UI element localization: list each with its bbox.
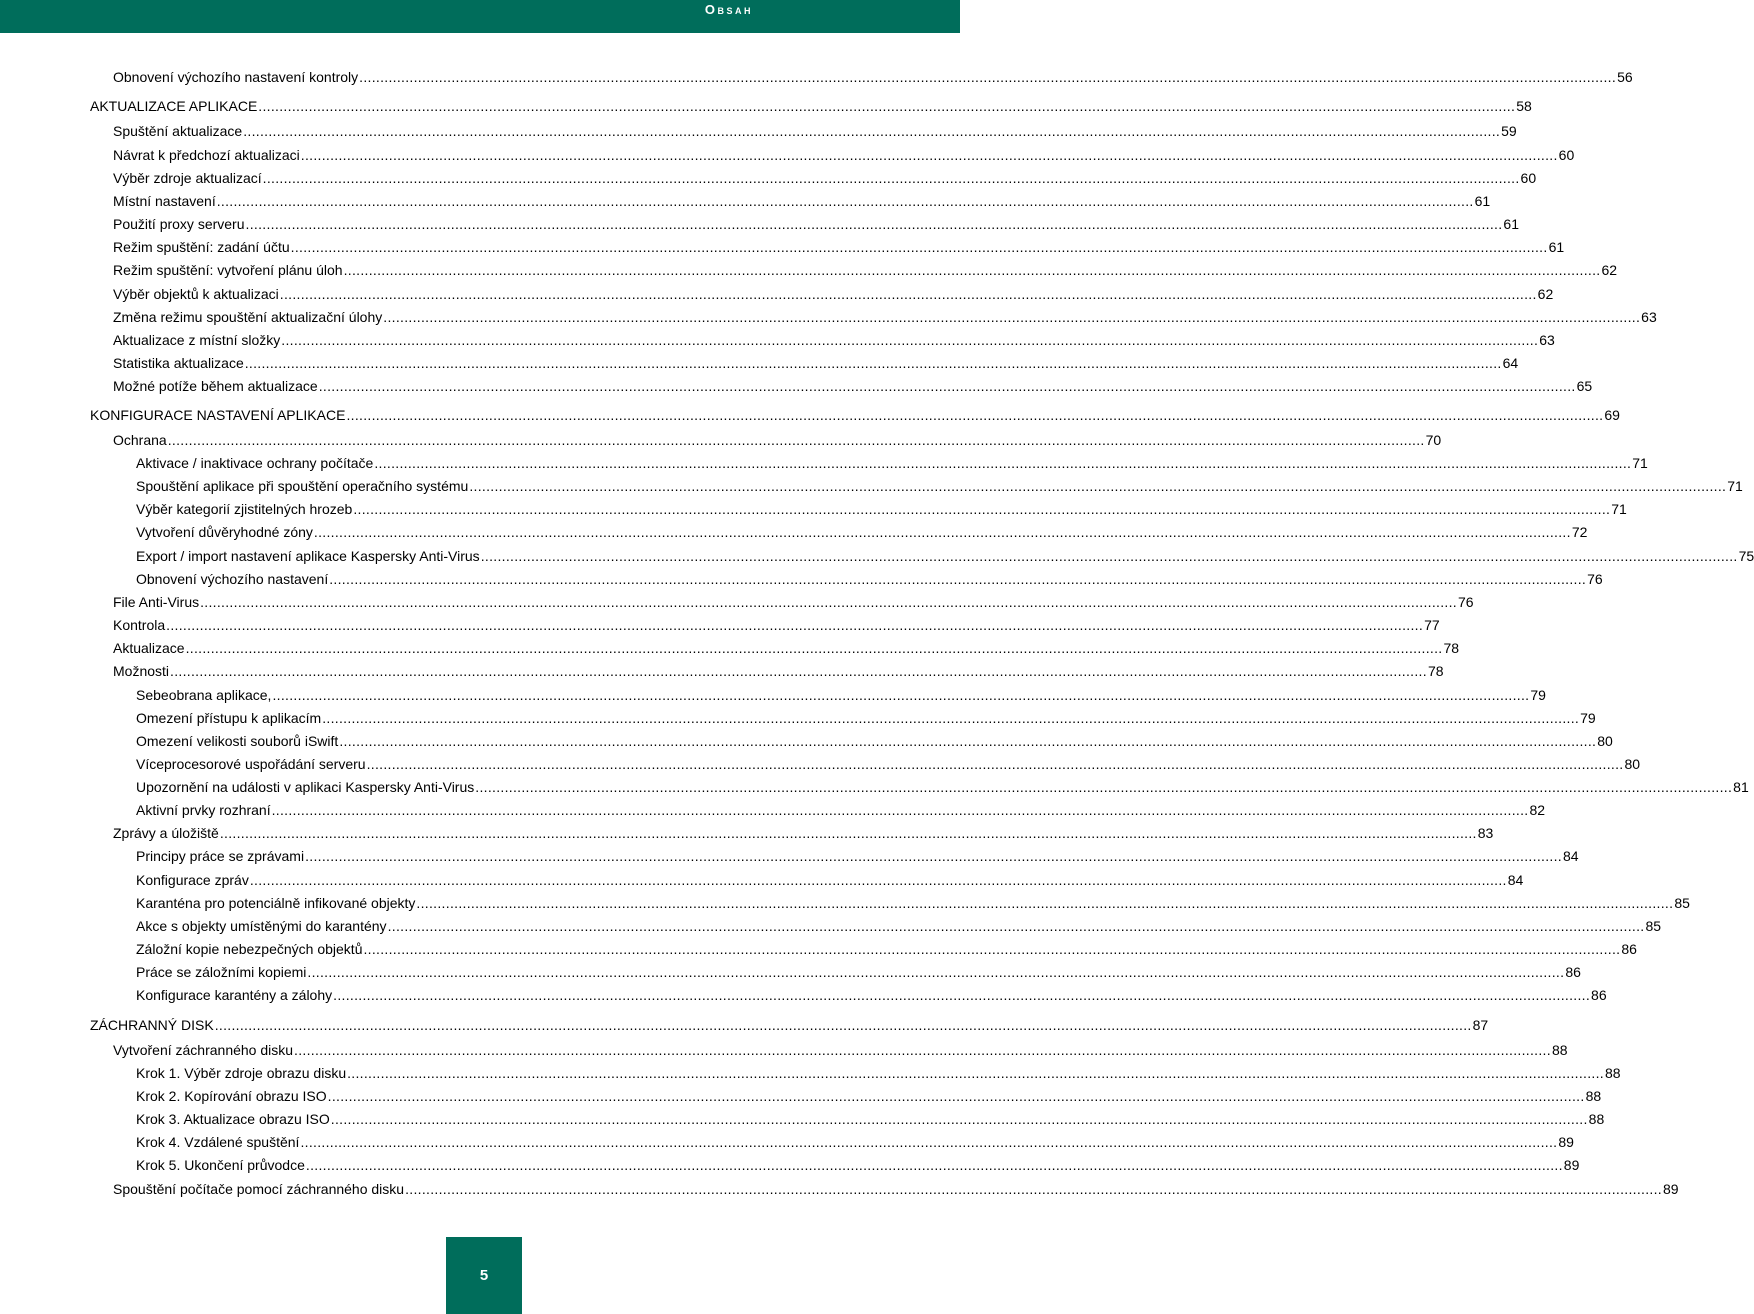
- toc-entry[interactable]: [136, 708, 1596, 728]
- toc-entry-page: 63: [1641, 309, 1657, 325]
- toc-entry-title: Krok 1. Výběr zdroje obrazu disku: [136, 1065, 347, 1081]
- toc-entry-title: Aktivace / inaktivace ochrany počítače: [136, 455, 374, 471]
- toc-entry-page: 89: [1662, 1181, 1679, 1197]
- toc-entry[interactable]: [113, 638, 1460, 658]
- page-number: 5: [479, 1267, 489, 1284]
- toc-entry-page: 65: [1576, 378, 1593, 394]
- toc-entry[interactable]: [136, 777, 1749, 797]
- toc-entry[interactable]: [136, 731, 1613, 751]
- toc-leader-dots: ............................................................................................................................................................................................................................................................................................................: [307, 964, 1565, 980]
- toc-entry[interactable]: [113, 168, 1537, 188]
- toc-leader-dots: ............................................................................................................................................................................................................................................................................................................: [329, 571, 1587, 587]
- toc-leader-dots: ............................................................................................................................................................................................................................................................................................................: [258, 98, 1516, 114]
- toc-leader-dots: ............................................................................................................................................................................................................................................................................................................: [281, 332, 1539, 348]
- toc-entry-title: Vytvoření záchranného disku: [113, 1042, 294, 1058]
- toc-leader-dots: ............................................................................................................................................................................................................................................................................................................: [243, 123, 1501, 139]
- toc-leader-dots: ............................................................................................................................................................................................................................................................................................................: [327, 1088, 1585, 1104]
- toc-entry-title: Krok 3. Aktualizace obrazu ISO: [136, 1111, 330, 1127]
- toc-entry-title: Statistika aktualizace: [113, 355, 244, 371]
- toc-entry-title: Konfigurace zpráv: [136, 872, 249, 888]
- toc-entry-title: Konfigurace karantény a zálohy: [136, 987, 333, 1003]
- toc-leader-dots: ............................................................................................................................................................................................................................................................................................................: [339, 733, 1597, 749]
- toc-entry-page: 62: [1601, 262, 1618, 278]
- toc-entry[interactable]: [136, 546, 1754, 566]
- toc-entry[interactable]: [136, 893, 1690, 913]
- toc-entry-page: 84: [1562, 848, 1579, 864]
- toc-entry[interactable]: [136, 453, 1648, 473]
- toc-entry-title: Práce se záložními kopiemi: [136, 964, 307, 980]
- toc-leader-dots: ............................................................................................................................................................................................................................................................................................................: [346, 407, 1604, 423]
- toc-entry-page: 88: [1551, 1042, 1568, 1058]
- toc-leader-dots: ............................................................................................................................................................................................................................................................................................................: [374, 455, 1632, 471]
- toc-entry-title: Aktualizace: [113, 640, 185, 656]
- toc-entry[interactable]: [90, 96, 1532, 116]
- toc-entry-page: 63: [1539, 332, 1555, 348]
- toc-leader-dots: ............................................................................................................................................................................................................................................................................................................: [244, 355, 1502, 371]
- toc-leader-dots: ............................................................................................................................................................................................................................................................................................................: [322, 710, 1580, 726]
- toc-entry-title: Spouštění počítače pomocí záchranného disku: [113, 1181, 405, 1197]
- toc-entry-title: ZÁCHRANNÝ DISK: [90, 1017, 214, 1033]
- toc-entry-title: Omezení přístupu k aplikacím: [136, 710, 322, 726]
- toc-entry-title: Obnovení výchozího nastavení: [136, 571, 329, 587]
- toc-leader-dots: ............................................................................................................................................................................................................................................................................................................: [366, 756, 1624, 772]
- toc-entry-title: Krok 4. Vzdálené spuštění: [136, 1134, 300, 1150]
- toc-entry[interactable]: [113, 615, 1440, 635]
- toc-entry-page: 81: [1733, 779, 1749, 795]
- toc-entry-page: 79: [1580, 710, 1596, 726]
- toc-entry[interactable]: [136, 685, 1546, 705]
- toc-entry[interactable]: [113, 330, 1555, 350]
- toc-entry-page: 88: [1585, 1088, 1602, 1104]
- toc-entry[interactable]: [113, 307, 1657, 327]
- toc-entry[interactable]: [136, 846, 1579, 866]
- toc-entry-title: Výběr objektů k aktualizaci: [113, 286, 279, 302]
- toc-leader-dots: ............................................................................................................................................................................................................................................................................................................: [469, 478, 1727, 494]
- toc-entry[interactable]: [113, 214, 1519, 234]
- toc-entry-page: 88: [1605, 1065, 1621, 1081]
- toc-entry[interactable]: [136, 499, 1627, 519]
- toc-entry-page: 59: [1501, 123, 1517, 139]
- toc-leader-dots: ............................................................................................................................................................................................................................................................................................................: [383, 309, 1641, 325]
- toc-entry-page: 70: [1425, 432, 1442, 448]
- toc-entry-title: Spouštění aplikace při spouštění operačního systému: [136, 478, 469, 494]
- toc-entry-page: 86: [1591, 987, 1607, 1003]
- toc-entry-page: 61: [1503, 216, 1519, 232]
- toc-entry-page: 60: [1558, 147, 1575, 163]
- toc-entry[interactable]: [113, 1040, 1568, 1060]
- toc-entry-title: Použití proxy serveru: [113, 216, 245, 232]
- toc-entry-page: 71: [1632, 455, 1648, 471]
- toc-entry-page: 76: [1458, 594, 1474, 610]
- toc-entry-title: Omezení velikosti souborů iSwift: [136, 733, 339, 749]
- toc-leader-dots: ............................................................................................................................................................................................................................................................................................................: [216, 193, 1474, 209]
- toc-entry-page: 88: [1588, 1111, 1605, 1127]
- toc-entry[interactable]: [136, 1109, 1605, 1129]
- toc-entry-title: Místní nastavení: [113, 193, 216, 209]
- toc-entry[interactable]: [113, 67, 1633, 87]
- toc-entry[interactable]: [113, 260, 1618, 280]
- toc-entry-title: Krok 2. Kopírování obrazu ISO: [136, 1088, 327, 1104]
- toc-entry-page: 75: [1738, 548, 1754, 564]
- toc-entry-page: 60: [1520, 170, 1537, 186]
- toc-entry-title: Export / import nastavení aplikace Kaspersky Anti-Virus: [136, 548, 480, 564]
- toc-entry-title: Kontrola: [113, 617, 166, 633]
- toc-entry-title: Režim spuštění: vytvoření plánu úloh: [113, 262, 343, 278]
- toc-entry[interactable]: [136, 939, 1637, 959]
- toc-entry-title: Možnosti: [113, 663, 170, 679]
- toc-entry-page: 84: [1507, 872, 1524, 888]
- toc-entry-title: Obnovení výchozího nastavení kontroly: [113, 69, 359, 85]
- toc-entry-title: AKTUALIZACE APLIKACE: [90, 98, 258, 114]
- toc-entry[interactable]: [136, 916, 1662, 936]
- toc-entry[interactable]: [136, 1155, 1580, 1175]
- toc-entry-page: 89: [1563, 1157, 1580, 1173]
- toc-entry-page: 71: [1727, 478, 1743, 494]
- toc-entry-page: 61: [1548, 239, 1565, 255]
- toc-entry-title: Záložní kopie nebezpečných objektů: [136, 941, 363, 957]
- toc-entry-title: Krok 5. Ukončení průvodce: [136, 1157, 305, 1173]
- toc-leader-dots: ............................................................................................................................................................................................................................................................................................................: [359, 69, 1617, 85]
- toc-entry[interactable]: [113, 284, 1554, 304]
- toc-leader-dots: ............................................................................................................................................................................................................................................................................................................: [245, 216, 1503, 232]
- toc-entry[interactable]: [136, 1132, 1574, 1152]
- toc-entry-page: 72: [1571, 524, 1588, 540]
- toc-entry[interactable]: [113, 353, 1519, 373]
- toc-entry[interactable]: [136, 962, 1581, 982]
- toc-leader-dots: ............................................................................................................................................................................................................................................................................................................: [330, 1111, 1588, 1127]
- toc-leader-dots: ............................................................................................................................................................................................................................................................................................................: [272, 687, 1530, 703]
- toc-leader-dots: ............................................................................................................................................................................................................................................................................................................: [249, 872, 1507, 888]
- toc-leader-dots: ............................................................................................................................................................................................................................................................................................................: [200, 594, 1458, 610]
- toc-entry-page: 80: [1624, 756, 1641, 772]
- toc-entry-page: 82: [1529, 802, 1546, 818]
- toc-leader-dots: ............................................................................................................................................................................................................................................................................................................: [333, 987, 1591, 1003]
- toc-entry-page: 85: [1645, 918, 1662, 934]
- toc-leader-dots: ............................................................................................................................................................................................................................................................................................................: [318, 378, 1576, 394]
- toc-entry[interactable]: [113, 823, 1494, 843]
- toc-entry-page: 86: [1621, 941, 1637, 957]
- toc-entry[interactable]: [136, 1086, 1602, 1106]
- toc-entry-page: 86: [1565, 964, 1581, 980]
- toc-entry-title: Ochrana: [113, 432, 167, 448]
- toc-leader-dots: ............................................................................................................................................................................................................................................................................................................: [294, 1042, 1551, 1058]
- toc-leader-dots: ............................................................................................................................................................................................................................................................................................................: [170, 663, 1427, 679]
- toc-entry-title: Karanténa pro potenciálně infikované objekty: [136, 895, 416, 911]
- toc-leader-dots: ............................................................................................................................................................................................................................................................................................................: [387, 918, 1645, 934]
- toc-entry-page: 58: [1516, 98, 1532, 114]
- toc-entry[interactable]: [113, 145, 1575, 165]
- toc-entry[interactable]: [136, 476, 1743, 496]
- toc-leader-dots: ............................................................................................................................................................................................................................................................................................................: [480, 548, 1738, 564]
- toc-entry[interactable]: [113, 191, 1491, 211]
- toc-entry-page: 69: [1604, 407, 1620, 423]
- toc-entry-title: Akce s objekty umístěnými do karantény: [136, 918, 387, 934]
- toc-entry-page: 76: [1587, 571, 1603, 587]
- toc-entry-page: 61: [1474, 193, 1491, 209]
- toc-entry-page: 71: [1611, 501, 1627, 517]
- toc-leader-dots: ............................................................................................................................................................................................................................................................................................................: [353, 501, 1611, 517]
- toc-entry-title: Možné potíže během aktualizace: [113, 378, 318, 394]
- toc-entry[interactable]: [136, 522, 1588, 542]
- toc-entry-title: File Anti-Virus: [113, 594, 200, 610]
- toc-leader-dots: ............................................................................................................................................................................................................................................................................................................: [475, 779, 1733, 795]
- toc-entry-page: 89: [1558, 1134, 1574, 1150]
- toc-leader-dots: ............................................................................................................................................................................................................................................................................................................: [167, 432, 1425, 448]
- toc-entry-page: 80: [1597, 733, 1613, 749]
- toc-leader-dots: ............................................................................................................................................................................................................................................................................................................: [300, 1134, 1558, 1150]
- toc-entry[interactable]: [113, 430, 1442, 450]
- toc-entry[interactable]: [90, 405, 1620, 425]
- toc-leader-dots: ............................................................................................................................................................................................................................................................................................................: [305, 1157, 1563, 1173]
- toc-entry-page: 78: [1427, 663, 1444, 679]
- toc-entry[interactable]: [136, 985, 1607, 1005]
- toc-entry-page: 56: [1617, 69, 1633, 85]
- toc-entry-title: Návrat k předchozí aktualizaci: [113, 147, 300, 163]
- toc-entry[interactable]: [136, 800, 1546, 820]
- toc-entry[interactable]: [136, 569, 1603, 589]
- toc-leader-dots: ............................................................................................................................................................................................................................................................................................................: [290, 239, 1548, 255]
- toc-leader-dots: ............................................................................................................................................................................................................................................................................................................: [300, 147, 1558, 163]
- toc-entry[interactable]: [113, 121, 1517, 141]
- toc-leader-dots: ............................................................................................................................................................................................................................................................................................................: [305, 848, 1562, 864]
- toc-entry-title: Režim spuštění: zadání účtu: [113, 239, 290, 255]
- toc-entry[interactable]: [136, 1063, 1621, 1083]
- toc-entry[interactable]: [113, 592, 1474, 612]
- toc-entry-page: 62: [1537, 286, 1554, 302]
- toc-leader-dots: ............................................................................................................................................................................................................................................................................................................: [363, 941, 1621, 957]
- page-number-box: [446, 1237, 522, 1314]
- toc-entry-title: Aktivní prvky rozhraní: [136, 802, 271, 818]
- toc-entry[interactable]: [113, 376, 1593, 396]
- toc-entry-page: 83: [1477, 825, 1494, 841]
- toc-entry-title: Výběr zdroje aktualizací: [113, 170, 262, 186]
- toc-leader-dots: ............................................................................................................................................................................................................................................................................................................: [313, 524, 1571, 540]
- toc-leader-dots: ............................................................................................................................................................................................................................................................................................................: [405, 1181, 1662, 1197]
- toc-leader-dots: ............................................................................................................................................................................................................................................................................................................: [262, 170, 1520, 186]
- toc-entry-title: Principy práce se zprávami: [136, 848, 305, 864]
- toc-leader-dots: ............................................................................................................................................................................................................................................................................................................: [214, 1017, 1472, 1033]
- toc-entry[interactable]: [136, 754, 1641, 774]
- toc-leader-dots: ............................................................................................................................................................................................................................................................................................................: [343, 262, 1601, 278]
- toc-entry-title: Zprávy a úložiště: [113, 825, 219, 841]
- toc-entry-page: 77: [1424, 617, 1440, 633]
- toc-leader-dots: ............................................................................................................................................................................................................................................................................................................: [166, 617, 1424, 633]
- toc-entry-page: 85: [1674, 895, 1690, 911]
- toc-entry[interactable]: [136, 870, 1524, 890]
- toc-entry-title: Aktualizace z místní složky: [113, 332, 281, 348]
- toc-entry-title: KONFIGURACE NASTAVENÍ APLIKACE: [90, 407, 346, 423]
- toc-entry[interactable]: [113, 1179, 1679, 1199]
- toc-leader-dots: ............................................................................................................................................................................................................................................................................................................: [185, 640, 1443, 656]
- toc-entry-title: Spuštění aktualizace: [113, 123, 243, 139]
- toc-entry-title: Víceprocesorové uspořádání serveru: [136, 756, 366, 772]
- toc-entry-title: Vytvoření důvěryhodné zóny: [136, 524, 313, 540]
- toc-entry-title: Sebeobrana aplikace,: [136, 687, 272, 703]
- toc-entry-title: Výběr kategorií zjistitelných hrozeb: [136, 501, 353, 517]
- section-title: Obsah: [704, 2, 753, 17]
- toc-entry-page: 87: [1472, 1017, 1489, 1033]
- toc-entry-title: Změna režimu spouštění aktualizační úlohy: [113, 309, 383, 325]
- toc-leader-dots: ............................................................................................................................................................................................................................................................................................................: [416, 895, 1674, 911]
- toc-entry-page: 64: [1502, 355, 1519, 371]
- toc-entry[interactable]: [113, 237, 1565, 257]
- toc-leader-dots: ............................................................................................................................................................................................................................................................................................................: [279, 286, 1537, 302]
- toc-entry-title: Upozornění na události v aplikaci Kaspersky Anti-Virus: [136, 779, 475, 795]
- toc-leader-dots: ............................................................................................................................................................................................................................................................................................................: [347, 1065, 1605, 1081]
- toc-leader-dots: ............................................................................................................................................................................................................................................................................................................: [219, 825, 1477, 841]
- toc-entry[interactable]: [113, 661, 1444, 681]
- toc-entry-page: 79: [1530, 687, 1546, 703]
- toc-entry-page: 78: [1443, 640, 1460, 656]
- toc-leader-dots: ............................................................................................................................................................................................................................................................................................................: [271, 802, 1529, 818]
- toc-entry[interactable]: [90, 1015, 1489, 1035]
